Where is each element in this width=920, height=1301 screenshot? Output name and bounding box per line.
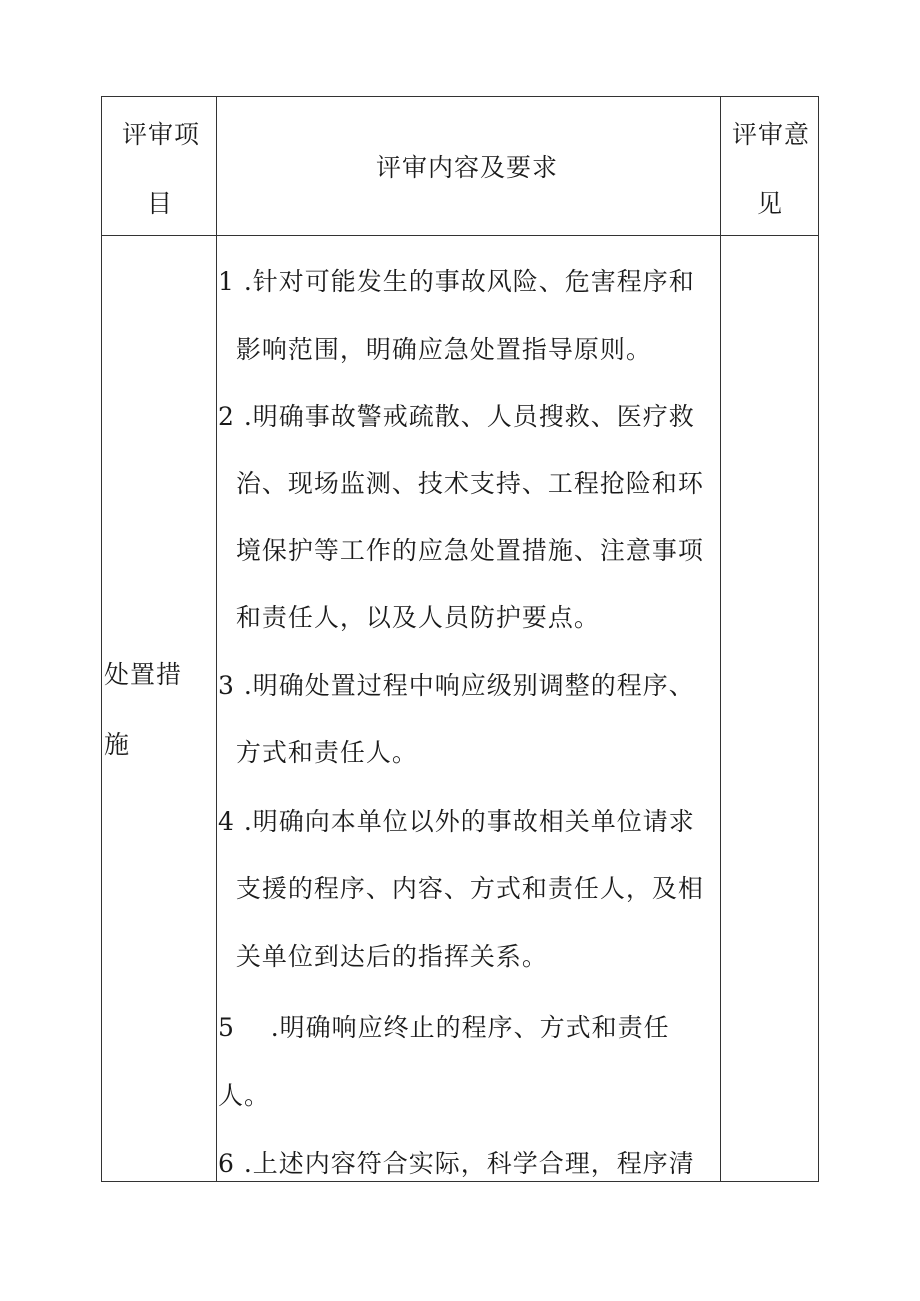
category-label: 处置措 (104, 660, 183, 689)
header-opinion-label: 见 (757, 189, 784, 218)
requirement-line: 1 .针对可能发生的事故风险、危害程序和 (218, 267, 695, 296)
requirement-line: 2 .明确事故警戒疏散、人员搜救、医疗救 (218, 402, 695, 431)
requirement-line: 关单位到达后的指挥关系。 (218, 942, 548, 971)
header-content-label: 评审内容及要求 (376, 153, 559, 182)
requirement-line: 人。 (218, 1081, 271, 1110)
requirement-line: 3 .明确处置过程中响应级别调整的程序、 (218, 671, 695, 700)
requirement-line: 和责任人，以及人员防护要点。 (218, 603, 600, 632)
requirement-line: 6 .上述内容符合实际，科学合理，程序清 (218, 1149, 695, 1178)
column-divider (720, 97, 721, 1181)
header-item-label: 评审项 (122, 120, 201, 149)
requirement-line: 影响范围，明确应急处置指导原则。 (218, 335, 652, 364)
header-item-label: 目 (147, 189, 174, 218)
category-label: 施 (104, 730, 131, 759)
header-divider (102, 235, 818, 236)
requirement-line: 治、现场监测、技术支持、工程抢险和环 (218, 469, 704, 498)
column-divider (216, 97, 217, 1181)
requirement-line: 境保护等工作的应急处置措施、注意事项 (218, 536, 704, 565)
review-table (101, 96, 819, 1182)
requirement-line: 方式和责任人。 (218, 738, 418, 767)
requirement-line: 5 .明确响应终止的程序、方式和责任 (218, 1013, 670, 1042)
requirement-line: 支援的程序、内容、方式和责任人，及相 (218, 874, 704, 903)
requirement-line: 4 .明确向本单位以外的事故相关单位请求 (218, 807, 695, 836)
header-opinion-label: 评审意 (732, 120, 811, 149)
